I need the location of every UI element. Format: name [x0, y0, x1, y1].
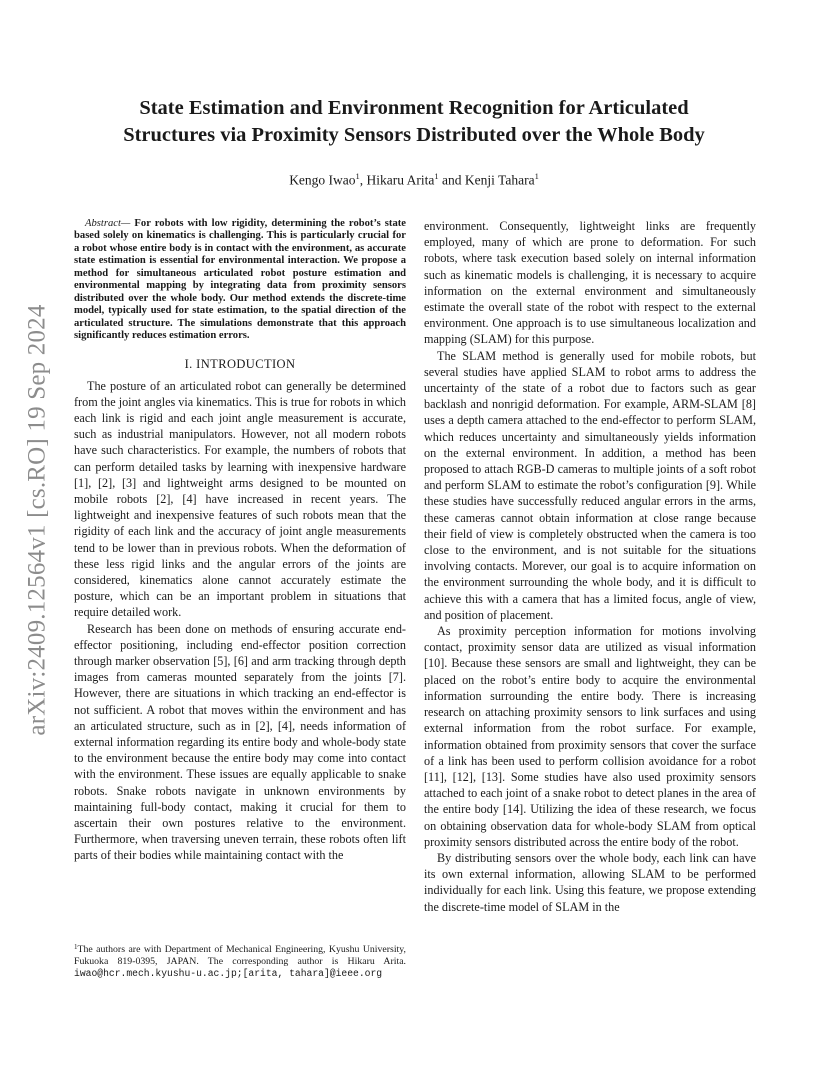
- intro-paragraph-6: By distributing sensors over the whole body, each link can have its own external information, allowing SLAM to be performed individually for each link. Using this feature, we propose extending the discrete-time model of SLAM in the: [424, 850, 756, 914]
- author-separator: ,: [359, 172, 367, 188]
- paper-title: [80, 95, 748, 149]
- abstract-dash: —: [120, 218, 135, 229]
- title-line-1: State Estimation and Environment Recognition for Articulated: [139, 97, 689, 119]
- author-separator: and: [438, 172, 465, 188]
- author-1-affiliation: 1: [355, 171, 360, 181]
- author-1: Kengo Iwao: [289, 172, 356, 188]
- abstract-label: Abstract: [85, 218, 121, 229]
- arxiv-stamp: [22, 270, 54, 770]
- abstract-text: For robots with low rigidity, determining the robot’s state based solely on kinematics is challenging. This is particularly crucial for a robot whose entire body is in contact with the environment, as accurate state estimation is essential for environmental interaction. We propose a method for simultaneous articulated robot posture estimation and environmental mapping by integrating data from proximity sensors distributed over the whole body. Our method extends the discrete-time model, typically used for state estimation, to the spatial direction of the articulated structure. The simulations demonstrate that this approach significantly reduces estimation errors.: [74, 218, 406, 342]
- intro-paragraph-3: environment. Consequently, lightweight links are frequently employed, many of which are prone to deformation. For such robots, where task execution based solely on internal information such as kinematic models is challenging, it is necessary to acquire information on the external environment and simultaneously estimate the overall state of the robot with respect to the external environment. One approach is to use simultaneous localization and mapping (SLAM) for this purpose.: [424, 219, 756, 347]
- intro-paragraph-4: The SLAM method is generally used for mobile robots, but several studies have applied SLAM to robot arms to address the uncertainty of the state of a robot due to factors such as gear backlash and nonrigid deformation. For example, ARM-SLAM [8] uses a depth camera attached to the end-effector to perform SLAM, which reduces uncertainty and simultaneously yields information on the external environment. In addition, a method has been proposed to attach RGB-D cameras to multiple joints of a soft robot and perform SLAM to estimate the robot’s configuration [9]. While these studies have successfully reduced angular errors in the arms, these cameras cannot obtain information at close range because their field of view is completely obstructed when the camera is too close to the environment, and is not suitable for the situations involving contacts. Morever, our goal is to acquire information on the environment surrounding the whole body, and it is difficult to achieve this with a camera that has a limited focus, angle of view, and position of placement.: [424, 348, 756, 622]
- section-heading-introduction: I. INTRODUCTION: [184, 356, 296, 371]
- footnote-text: The authors are with Department of Mechanical Engineering, Kyushu University, Fukuoka 819-0395, JAPAN. The corresponding author is Hikaru Arita.: [74, 944, 406, 968]
- author-3-affiliation: 1: [534, 171, 539, 181]
- right-column: [424, 218, 756, 915]
- footnote-email: iwao@hcr.mech.kyushu-u.ac.jp;[arita, tahara]@ieee.org: [74, 968, 383, 980]
- author-2: Hikaru Arita: [366, 172, 435, 188]
- title-line-2: Structures via Proximity Sensors Distributed over the Whole Body: [123, 124, 705, 146]
- left-column: [74, 218, 406, 864]
- footnote: [74, 941, 406, 981]
- author-list: [80, 171, 748, 189]
- intro-paragraph-1: The posture of an articulated robot can generally be determined from the joint angles via kinematics. This is true for robots in which each link is rigid and each joint angle measurement is accurate, such as industrial manipulators. However, not all modern robots have such characteristics. For example, the numbers of robots that can perform detailed tasks by learning with inexpensive hardware [1], [2], [3] and lightweight arms designed to be mounted on mobile robots [2], [4] have increased in recent years. The lightweight and inexpensive features of such robots mean that the rigidity of each link and the accuracy of joint angle measurements tend to be lower than in previous robots. When the deformation of these less rigid links and the angular errors of the joints are considered, kinematics alone cannot accurately estimate the posture, which can be an important problem in situations that require detailed work.: [74, 378, 406, 620]
- author-3: Kenji Tahara: [464, 172, 535, 188]
- arxiv-stamp-text: arXiv:2409.12564v1 [cs.RO] 19 Sep 2024: [24, 304, 52, 736]
- author-2-affiliation: 1: [434, 171, 439, 181]
- abstract: [74, 218, 406, 343]
- intro-paragraph-5: As proximity perception information for motions involving contact, proximity sensor data are utilized as visual information [10]. Because these sensors are small and lightweight, they can be placed on the robot’s entire body to acquire the environmental information surrounding the entire body. There is increasing research on attaching proximity sensors to link surfaces and using external information from the robot surface. For example, information obtained from proximity sensors that cover the surface of a link has been used to perform collision avoidance for a robot [11], [12], [13]. Some studies have also used proximity sensors attached to each joint of a snake robot to detect planes in the area of the entire body [14]. Utilizing the idea of these research, we focus on obtaining observation data for whole-body SLAM from optical proximity sensors distributed across the entire body of the robot.: [424, 624, 756, 849]
- intro-paragraph-2: Research has been done on methods of ensuring accurate end-effector positioning, including end-effector position correction through marker observation [5], [6] and arm tracking through depth images from cameras mounted separately from the joints [7]. However, there are situations in which tracking an end-effector is not sufficient. A robot that moves within the environment and has an articulated structure, such as in [2], [4], needs information of external information regarding its entire body and whole-body state to the environment because the entire body may come into contact with the environment. These issues are equally applicable to snake robots. Snake robots navigate in unknown environments by maintaining full-body contact, making it crucial for them to ascertain their own postures relative to the environment. Furthermore, when traversing uneven terrain, these robots often lift parts of their bodies while maintaining contact with the: [74, 621, 406, 863]
- footnote-mark: 1: [74, 943, 78, 951]
